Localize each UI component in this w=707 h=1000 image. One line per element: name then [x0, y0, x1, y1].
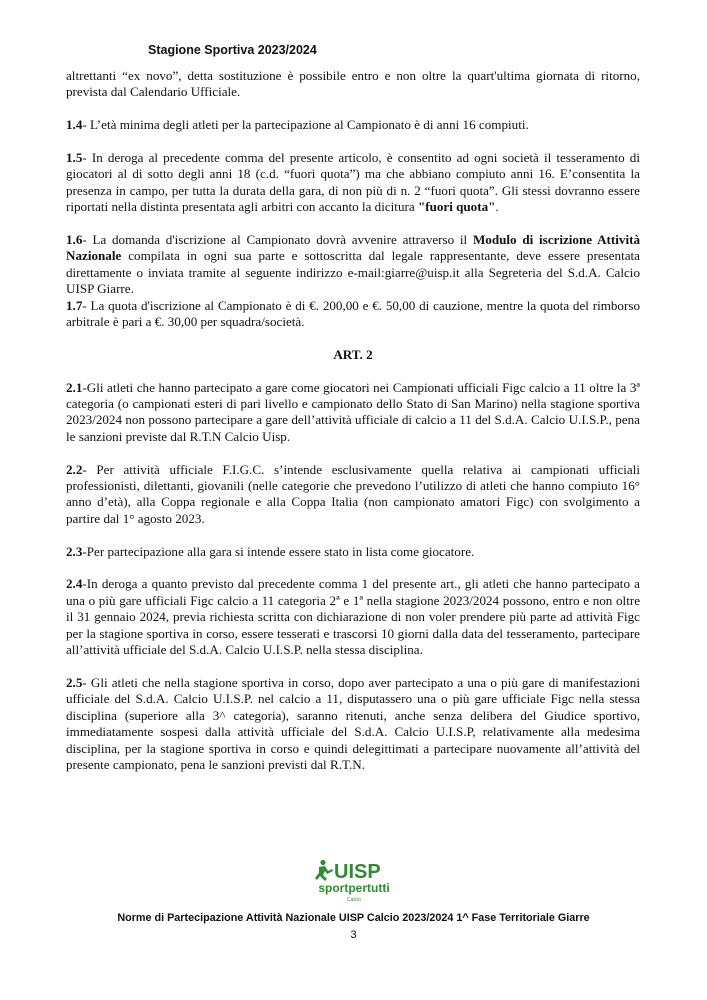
paragraph-1-7: [66, 298, 640, 331]
paragraph-text: altrettanti “ex novo”, detta sostituzione è possibile entro e non oltre la quart'ultima giornata di ritorno, prevista dal Calendario Ufficiale.: [66, 68, 640, 100]
paragraph-2-1: [66, 380, 640, 446]
clause-number: 1.6: [66, 232, 83, 248]
paragraph-text: - La domanda d'iscrizione al Campionato dovrà avvenire attraverso il: [82, 232, 473, 248]
uisp-sub-text: Calcio: [347, 897, 361, 903]
paragraph-text: - Gli atleti che nella stagione sportiva in corso, dopo aver partecipato a una o più gare di manifestazioni ufficiale del S.d.A. Calcio U.I.S.P. nel calcio a 11, disputassero una o più gare ufficiale Figc nella stessa disciplina (superiore alla 3^ categoria), saranno ritenuti, anche senza delibera del Giudice sportivo, immediatamente sospesi dalla attività ufficiale del S.d.A. Calcio U.I.S.P, relativamente alla medesima disciplina, per la stagione sportiva in corso e quindi delegittimati a partecipare nuovamente all’attività del presente campionato, pena le sanzioni previsti dal R.T.N.: [66, 674, 640, 772]
clause-number: 2.3: [66, 543, 83, 559]
page-number: 3: [350, 929, 357, 941]
article-heading: ART. 2: [333, 346, 373, 362]
paragraph-2-2: [66, 462, 640, 528]
paragraph-text: -In deroga a quanto previsto dal precedente comma 1 del presente art., gli atleti che hanno partecipato a una o più gare ufficiali Figc calcio a 11 categoria 2ª e 1ª nella stagione 2023/2024 possono, entro e non oltre il 31 gennaio 2024, previa richiesta scritta con dichiarazione di non voler prendere più parte ad attività Figc per la stagione sportiva in corso, essere tesserati e trascorsi 10 giorni dalla data del tesseramento, partecipare all’attività ufficiale del S.d.A. Calcio U.I.S.P. nella stessa disciplina.: [66, 576, 640, 658]
paragraph-text: - L’età minima degli atleti per la partecipazione al Campionato è di anni 16 compiuti.: [82, 117, 529, 133]
paragraph-text: compilata in ogni sua parte e sottoscritta dal legale rappresentante, deve essere presentata direttamente o inviata tramite al seguente indirizzo e-mail:giarre@uisp.it alla Segreteria del S.d.A. Calcio UISP Giarre.: [66, 248, 640, 297]
document-body: [66, 68, 640, 790]
paragraph-1-4: [66, 117, 640, 133]
bold-text: "fuori quota": [417, 199, 496, 215]
paragraph-text: -Per partecipazione alla gara si intende essere stato in lista come giocatore.: [82, 543, 475, 559]
clause-number: 2.4: [66, 576, 83, 592]
paragraph-2-5: [66, 675, 640, 773]
clause-number: 1.4: [66, 117, 83, 133]
bold-text: Modulo di iscrizione Attività Nazionale: [66, 232, 640, 264]
uisp-brand-text: UISP: [334, 861, 381, 883]
paragraph-1-6: [66, 232, 640, 298]
page-footer: Norme di Partecipazione Attività Nazionale UISP Calcio 2023/2024 1^ Fase Territoriale Giarre: [117, 912, 590, 924]
runner-icon: [315, 860, 333, 881]
clause-number: 1.5: [66, 150, 83, 165]
uisp-tagline-text: sportpertutti: [318, 881, 390, 895]
paragraph-text: -Gli atleti che hanno partecipato a gare come giocatori nei Campionati ufficiali Figc calcio a 11 oltre la 3ª categoria (o campionati esteri di pari livello e campionato dello Stato di San Marino) nella stagione sportiva 2023/2024 non possono partecipare a gare dell’attività ufficiale di calcio a 11 del S.d.A. Calcio U.I.S.P., pena le sanzioni previste dal R.T.N Calcio Uisp.: [66, 379, 640, 444]
paragraph-2-3: [66, 544, 640, 560]
paragraph-2-4: [66, 576, 640, 658]
paragraph-text: - Per attività ufficiale F.I.G.C. s’intende esclusivamente quella relativa ai campionati ufficiali professionisti, dilettanti, giovanili (nelle categorie che prevedono l’utilizzo di atleti che hanno compiuto 16° anno d’età), alla Coppa regionale e alla Coppa Italia (non campionato amatori Figc) con svolgimento a partire dal 1° agosto 2023.: [66, 461, 640, 526]
clause-number: 2.2: [66, 461, 83, 477]
paragraph-text: .: [495, 199, 499, 215]
paragraph-text: - La quota d'iscrizione al Campionato è di €. 200,00 e €. 50,00 di cauzione, mentre la quota del rimborso arbitrale è pari a €. 30,00 per squadra/società.: [66, 297, 640, 330]
clause-number: 2.1: [66, 379, 83, 395]
page-header: Stagione Sportiva 2023/2024: [148, 43, 317, 57]
paragraph-1-5: [66, 150, 640, 216]
paragraph-continuation: [66, 68, 640, 101]
clause-number: 1.7: [66, 297, 83, 313]
clause-number: 2.5: [66, 674, 83, 690]
uisp-logo: [314, 858, 394, 908]
paragraph-text: - In deroga al precedente comma del presente articolo, è consentito ad ogni società il tesseramento di giocatori al di sotto degli anni 18 (c.d. “fuori quota”) ma che abbiano compiuto anni 16. E’consentita la presenza in campo, per tutta la durata della gara, di non più di n. 2 “fuori quota”. Gli stessi dovranno essere riportati nella distinta presentata agli arbitri con accanto la dicitura: [66, 150, 640, 215]
